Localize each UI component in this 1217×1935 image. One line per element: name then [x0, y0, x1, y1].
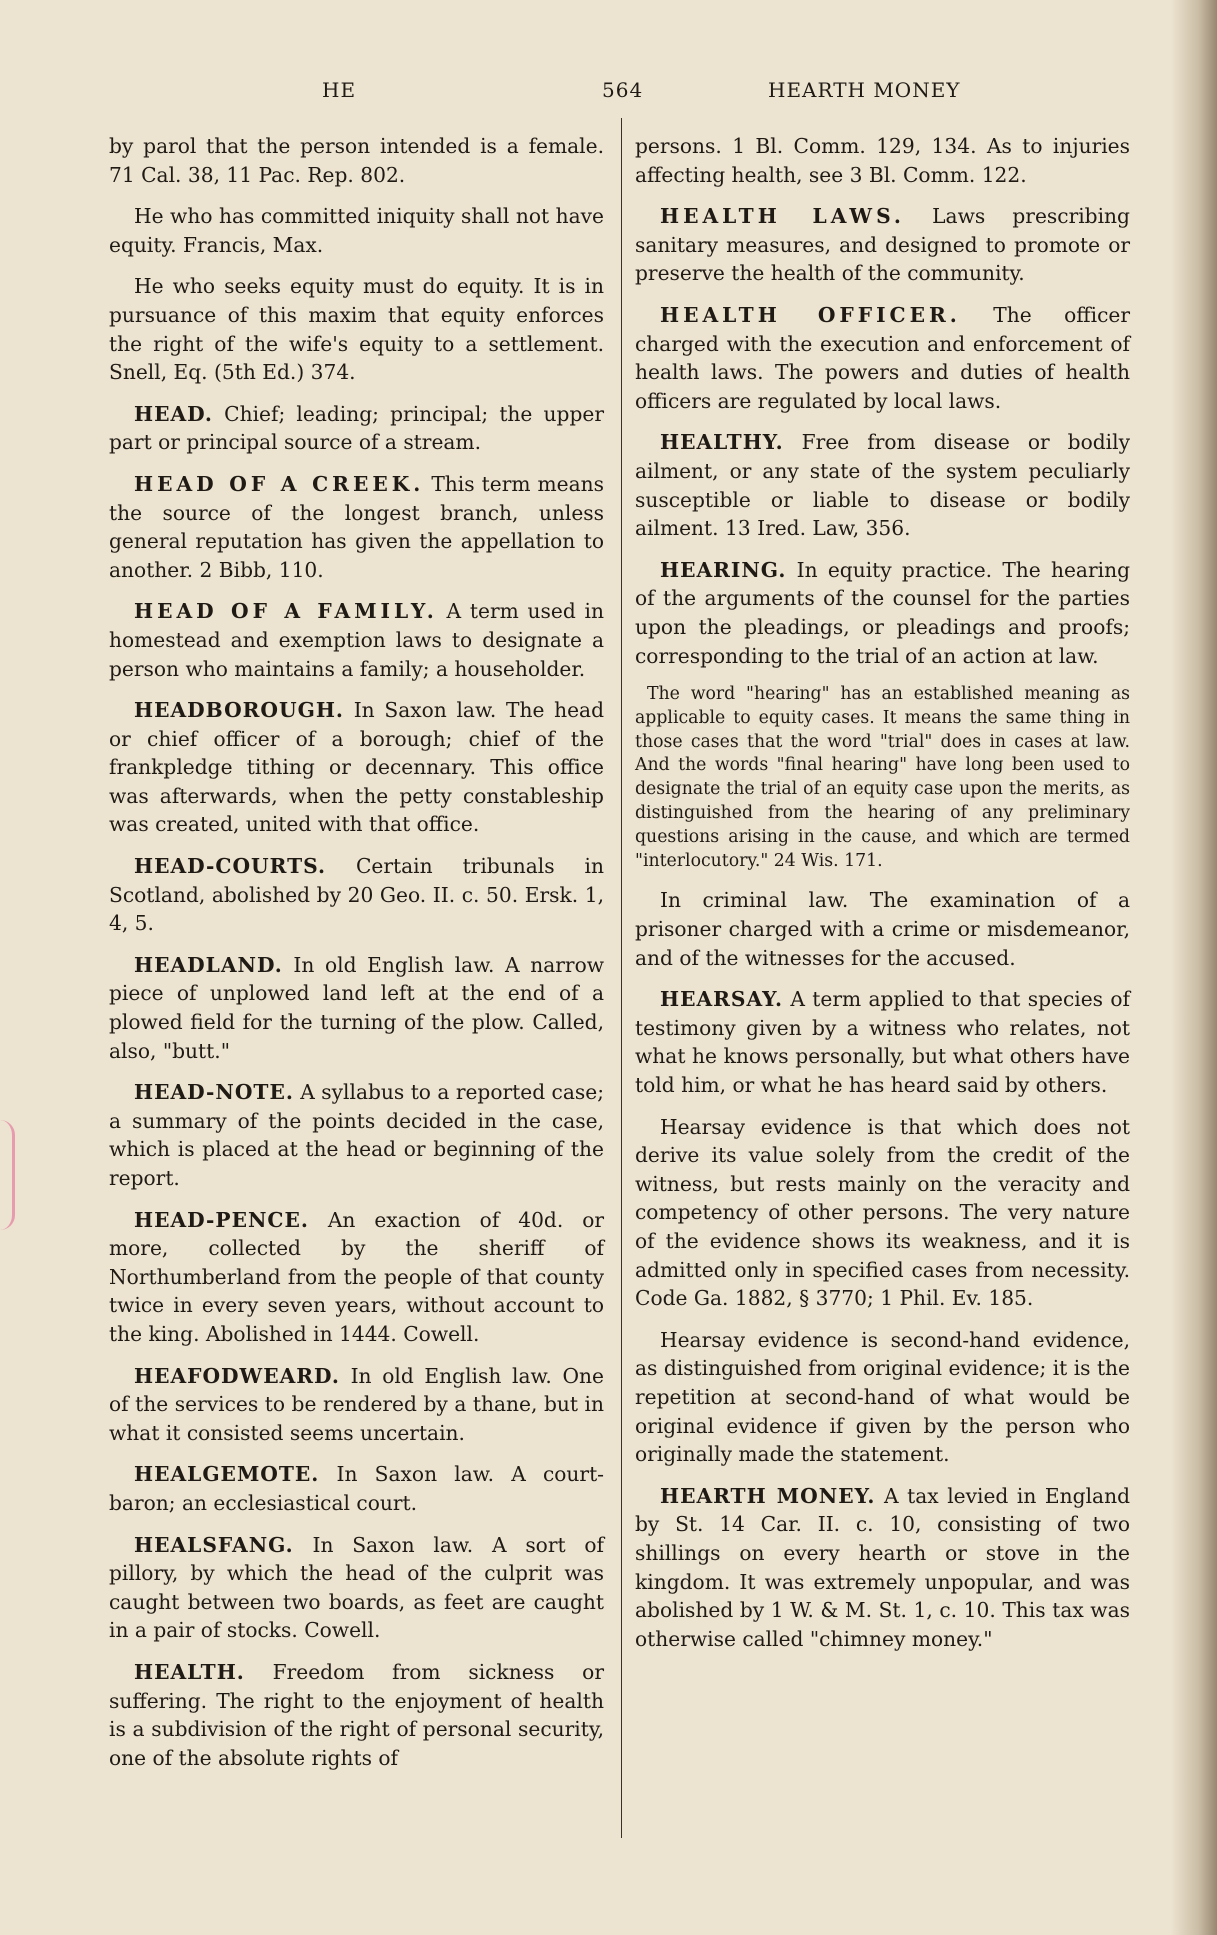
entry-hearth-money: HEARTH MONEY. A tax levied in England by St. 14 Car. II. c. 10, consisting of two shillings on every hearth or stove in the kingdom. It was extremely unpopular, and was abolished by 1 W. & M. St. 1, c. 10. This tax was otherwise called "chimney money.": [635, 1483, 1130, 1651]
hearing-quotation: The word "hearing" has an established meaning as applicable to equity cases. It means the same thing in those cases that the word "trial" does in cases at law. And the words "final hearing" have long been used to designate the trial of an equity case upon the merits, as distinguished from the hearing of any preliminary questions arising in the cause, and which are termed "interlocutory." 24 Wis. 171.: [635, 684, 1130, 871]
entry-health-laws: HEALTH LAWS. Laws prescribing sanitary measures, and designed to promote or preserve the health of the community.: [635, 204, 1130, 286]
entry-headborough: HEADBOROUGH. In Saxon law. The head or chief officer of a borough; chief of the frankpledge tithing or decennary. This office was afterwards, when the petty constableship was created, united with that office.: [109, 698, 604, 837]
header-left-guide-word: HE: [322, 78, 357, 102]
entry-term: HEALSFANG.: [134, 1532, 294, 1557]
entry-healsfang: HEALSFANG. In Saxon law. A sort of pillory, by which the head of the culprit was caught between two boards, as feet are caught in a pair of stocks. Cowell.: [109, 1532, 604, 1643]
entry-hearing: HEARING. In equity practice. The hearing of the arguments of the counsel for the parties upon the pleadings, or pleadings and proofs; corresponding to the trial of an action at law.: [635, 557, 1130, 668]
entry-head-of-a-creek: HEAD OF A CREEK. This term means the source of the longest branch, unless general reputation has given the appellation to another. 2 Bibb, 110.: [109, 471, 604, 582]
entry-term: HEARING.: [660, 557, 787, 582]
entry-continuation: by parol that the person intended is a female. 71 Cal. 38, 11 Pac. Rep. 802.: [109, 134, 604, 187]
entry-term: HEAD.: [134, 401, 213, 426]
entry-term: HEAFODWEARD.: [134, 1363, 340, 1388]
entry-term: HEAD-NOTE.: [134, 1080, 294, 1105]
entry-head-pence: HEAD-PENCE. An exaction of 40d. or more, collected by the sheriff of Northumberland from the people of that county twice in every seven years, without account to the king. Abolished in 1444. Cowell.: [109, 1207, 604, 1346]
entry-head-note: HEAD-NOTE. A syllabus to a reported case; a summary of the points decided in the case, which is placed at the head or beginning of the report.: [109, 1080, 605, 1190]
entry-term: HEADBOROUGH.: [134, 698, 344, 723]
entry-term: HEAD OF A CREEK.: [134, 471, 425, 496]
entry-term: HEALGEMOTE.: [134, 1462, 320, 1487]
entry-head-courts: HEAD-COURTS. Certain tribunals in Scotland, abolished by 20 Geo. II. c. 50. Ersk. 1, 4, 5.: [109, 854, 604, 936]
entry-healgemote: HEALGEMOTE. In Saxon law. A court-baron; an ecclesiastical court.: [109, 1462, 605, 1515]
maxim-entry: He who has committed iniquity shall not have equity. Francis, Max.: [109, 204, 604, 257]
left-column: [109, 132, 604, 1785]
entry-term: HEALTH.: [134, 1659, 245, 1684]
entry-term: HEARTH MONEY.: [660, 1483, 876, 1508]
entry-head-of-a-family: HEAD OF A FAMILY. A term used in homestead and exemption laws to designate a person who maintains a family; a householder.: [109, 599, 605, 681]
entry-continuation: persons. 1 Bl. Comm. 129, 134. As to injuries affecting health, see 3 Bl. Comm. 122.: [635, 134, 1130, 187]
entry-health: HEALTH. Freedom from sickness or suffering. The right to the enjoyment of health is a subdivision of the right of personal security, one of the absolute rights of: [109, 1659, 604, 1770]
entry-headland: HEADLAND. In old English law. A narrow piece of unplowed land left at the end of a plowed field for the turning of the plow. Called, also, "butt.": [109, 952, 604, 1063]
hearsay-paragraph: Hearsay evidence is that which does not derive its value solely from the credit of the witness, but rests mainly on the veracity and competency of other persons. The very nature of the evidence shows its weakness, and it is admitted only in specified cases from necessity. Code Ga. 1882, § 3770; 1 Phil. Ev. 185.: [635, 1114, 1130, 1311]
page-number: 564: [602, 78, 644, 102]
entry-health-officer: HEALTH OFFICER. The officer charged with the execution and enforcement of health laws. The powers and duties of health officers are regulated by local laws.: [635, 302, 1130, 413]
right-column: [635, 132, 1130, 1666]
entry-healthy: HEALTHY. Free from disease or bodily ailment, or any state of the system peculiarly susceptible or liable to disease or bodily ailment. 13 Ired. Law, 356.: [635, 430, 1130, 541]
entry-term: HEAD-COURTS.: [134, 854, 326, 879]
page-edge-shadow: [1171, 0, 1217, 1935]
entry-hearsay: HEARSAY. A term applied to that species of testimony given by a witness who relates, not what he knows personally, but what others have told him, or what he has heard said by others.: [635, 987, 1130, 1098]
hearing-criminal-law: In criminal law. The examination of a prisoner charged with a crime or misdemeanor, and of the witnesses for the accused.: [635, 888, 1130, 970]
maxim-entry: He who seeks equity must do equity. It is in pursuance of this maxim that equity enforces the right of the wife's equity to a settlement. Snell, Eq. (5th Ed.) 374.: [109, 274, 604, 385]
pink-margin-mark: [0, 1120, 15, 1230]
entry-term: HEALTHY.: [660, 430, 784, 455]
entry-heafodweard: HEAFODWEARD. In old English law. One of the services to be rendered by a thane, but in what it consisted seems uncertain.: [109, 1363, 605, 1445]
hearsay-paragraph: Hearsay evidence is second-hand evidence, as distinguished from original evidence; it is the repetition at second-hand of what would be original evidence if given by the person who originally made the statement.: [635, 1327, 1130, 1467]
entry-term: HEALTH OFFICER.: [660, 302, 961, 327]
header-right-guide-word: HEARTH MONEY: [768, 78, 961, 102]
column-divider: [621, 118, 622, 1838]
entry-term: HEALTH LAWS.: [660, 204, 905, 229]
entry-term: HEAD OF A FAMILY.: [134, 599, 438, 624]
entry-term: HEADLAND.: [134, 952, 283, 977]
entry-head: HEAD. Chief; leading; principal; the upper part or principal source of a stream.: [109, 401, 604, 455]
entry-term: HEARSAY.: [660, 987, 783, 1012]
running-header: [0, 78, 1217, 108]
entry-term: HEAD-PENCE.: [134, 1207, 309, 1232]
